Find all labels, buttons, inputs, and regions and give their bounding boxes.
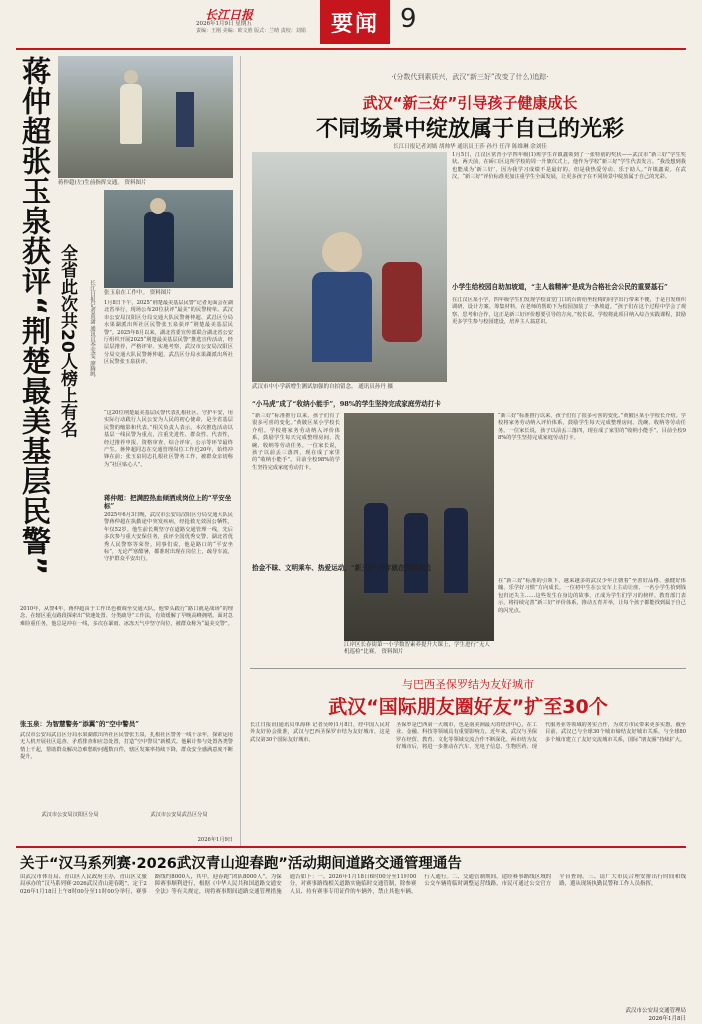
column-divider [240,56,241,846]
left-subhead-2: 张玉泉：为智慧警务“添翼”的“空中警员” [20,720,139,728]
page-number: 9 [400,4,417,34]
photo-community-officer [104,190,233,288]
feature-red-title: 武汉“新三好”引导孩子健康成长 [362,94,578,112]
left-body-para5: 武汉市公安局武昌区分局水果湖派出所社区民警张玉泉，扎根社区警务一线十余年，探索运用无人机开展社区巡查、矛盾排查和应急处置，打造“空中警员”新模式。他累计参与处置各类警情上千起，帮助群众解决急难愁盼问题数百件，辖区发案率持续下降，群众安全感满意度不断提升。 [20,732,233,761]
issue-date: 2026年1月9日 星期五 [196,21,252,27]
newspaper-logo [205,4,255,22]
feature-main-title: 不同场景中绽放属于自己的光彩 [315,117,624,142]
left-body-para4: 2010年，从警4年，蒋仲超由于工作出色被调至交通大队。他带头践行“路口就是战场”的理念，在辖区重点路段探索出“快速处置、分类疏导”工作法，有效缓解了早晚高峰拥堵。面对急难险重任务，他总是冲在一线，多次在暴雨、冰冻天气中坚守岗位，被群众称为“最美交警”。 [20,606,233,627]
left-headline: 蒋仲超张玉泉获评“荆楚最美基层民警” [18,56,52,577]
notice-signature-date: 2026年1月8日 [648,1016,686,1022]
feature-kicker: ·(分数代到素质兴，武汉“新三好”改变了什么)追踪· [391,73,549,81]
notice-signature-org: 武汉市公安局交通管理局 [625,1008,686,1014]
middle-title: 武汉“国际朋友圈好友”扩至30个 [328,696,608,718]
photo-drone-class [344,413,494,641]
footer-org-right: 武汉市公安局武昌区分局 [150,812,208,818]
feature-subhead-1: 小学生给校园自助加坡道，“主人翁精神”是成为合格社会公民的重要基石” [452,283,668,291]
feature-body-3: 在“新三好”标准的引领下，越来越多的武汉少年正朝着“至善好品格、强健好体魄、乐学好习惯”方向成长。一位初中生在公交车上主动让座、一名小学生拾到钱包归还失主……这些发生在身边的故事，正成为学生们学习的榜样。教育部门表示，将持续完善“新三好”评价体系，推动五育并举，让每个孩子都能找到属于自己的闪光点。 [498,578,686,614]
photo-traffic-officer [58,56,233,178]
feature-body-1: 在江汉区某小学，四年级学生们发现学校食堂门口的台阶给坐轮椅的同学出行带来不便，于是自发组织调研、设计方案、筹集材料，在老师的帮助下为校园加装了一条坡道。“孩子们在这个过程中学会了观察、思考和合作，这正是新三好评价想要引导的方向。”校长说。学校将此项目纳入综合实践课程，鼓励更多学生参与校园建设，培养主人翁意识。 [452,297,686,326]
photo-students-selfie [252,152,447,382]
feature-body-2b: “新三好”标准推行以来，孩子们有了很多可喜的变化。”黄陂区某小学校长介绍。学校将家务劳动纳入评价体系，鼓励学生每天完成整理房间、洗碗、收纳等劳动任务。一位家长说，孩子以前丢三落四，现在成了家里的“收纳小能手”。目前全校98%的学生坚持完成家庭劳动打卡。 [498,413,686,442]
section-title: 要闻 [330,11,379,37]
feature-body-2: “新三好”标准推行以来，孩子们有了很多可喜的变化。”黄陂区某小学校长介绍。学校将家务劳动纳入评价体系，鼓励学生每天完成整理房间、洗碗、收纳等劳动任务。一位家长说，孩子以前丢三落四，现在成了家里的“收纳小能手”。目前全校98%的学生坚持完成家庭劳动打卡。 [252,413,340,471]
footer-date: 2026年1月9日 [197,837,233,843]
masthead-rule [16,48,686,50]
notice-body: 由武汉市体育局、青山区人民政府主办，青山区文旅局承办的“汉马系列赛·2026武汉青山迎春跑”，定于2026年1月18日上午8时00分至11时00分举行，赛事路线约8000人，其中，迎春跑“团队8000人”。为保障赛事顺利进行，根据《中华人民共和国道路交通安全法》等有关规定，现将赛事期间道路交通管理措施通告如下：一、2026年1月18日6时00分至11时00分，对赛事路线相关道路实施临时交通管制，除参赛人员、持有赛事专用证件的车辆外，禁止其他车辆、行人通行。二、交通管制期间，途经赛事路线区域的公交车辆将临时调整运营线路，市民可通过公交官方平台查询。三、请广大市民合理安排出行时间和线路，遵从现场执勤民警和工作人员指挥。 [20,874,686,895]
left-subhead-1: 蒋仲超：把满腔热血倾洒成岗位上的“平安坐标” [104,494,232,510]
paper-name: 长江日报 [205,8,254,22]
photo2-caption: 张玉泉在工作中。 资料图片 [104,290,172,296]
photo1-caption: 蒋仲超(左)生前指挥交通。 资料图片 [58,180,147,186]
left-subheadline: 全省此次共20人榜上有名 [57,244,77,438]
middle-kicker: 与巴西圣保罗结为友好城市 [402,678,534,691]
photo-top-caption: 武汉市中小学新增生测试加强的自拍留念。 通讯员孙丹 摄 [252,384,393,390]
feature-subhead-2: “小马虎”成了“收纳小能手”，98%的学生坚持完成家庭劳动打卡 [252,400,441,408]
footer-org-left: 武汉市公安局汉阳区分局 [41,812,99,818]
middle-body: 圣保罗是巴西第一大城市，也是南美洲最大的经济中心，在工业、金融、科技等领域具有重要影响力。近年来，武汉与圣保罗在经贸、教育、文化等领域交流合作不断深化。两市结为友好城市后，将进一步推动在汽车、光电子信息、生物医药、现代服务业等领域的务实合作，为双方市民带来更多实惠。截至目前，武汉已与全球30个城市缔结友好城市关系，与全球80多个城市建立了友好交流城市关系，国际“朋友圈”持续扩大。 [396,722,686,751]
section-banner [320,0,390,44]
left-body-para1: 1月8日下午，2025“荆楚最美基层民警”记者见面会在湖北省举行，现场公布20位获评“最美”的民警榜单。武汉市公安局汉阳区分局交通大队民警蒋仲超、武昌区分局水果湖派出所社区民警张玉泉获评“荆楚最美基层民警”。2025年8月以来，湖北省委宣传部联合湖北省公安厅组织开展2025“荆楚最美基层民警”推选宣传活动，经层层推荐，严格评审、实地考察，武汉市公安局汉阳区分局交通大队民警蒋仲超、武昌区分局水果湖派出所社区民警张玉泉获评。 [104,300,233,366]
feature-subhead-3: 拾金不昧、文明乘车、热爱运动，“新三好”少年就在同学身边 [252,564,432,572]
left-byline: 长江日报记者黄潇 通讯员李雯雯 廖腾鸣 [89,280,95,377]
left-body-para2: “这20位荆楚最美基层民警代表扎根社区、守护平安，用实际行动践行人民公安为人民的初心使命，是全省基层民警的缩影和代表。”相关负责人表示。本次推选活动以基层一线民警为重点，注重先进性、群众性、代表性，经过推荐申报、资格审查、综合评审、公示等环节最终产生。蒋仲超同志在交通管理岗位工作近20年，始终冲锋在前；张玉泉同志扎根社区警务工作，被群众亲切称为“社区贴心人”。 [104,410,233,468]
middle-byline: 长江日报讯(通讯员单海林 记者吴岭)1月8日，经中国人民对外友好协会批准，武汉与巴西圣保罗市结为友好城市，这是武汉第30个国际友好城市。 [250,722,390,743]
left-body-para3: 2025年6月3日晚，武汉市公安局汉阳区分局交通大队民警蒋仲超在执勤途中突发疾病，经抢救无效因公牺牲，年仅52岁。他生前长期坚守在道路交通管理一线，先后多次参与重大安保任务，获评全国优秀交警、湖北省优秀人民警察等荣誉。同事们说，他是路口的“平安坐标”，无论严寒酷暑，都准时出现在岗位上，疏导车流，守护群众平安出行。 [104,512,233,563]
editor-credits: 责编：王刚 美编：欧文胜 版式：兰晴 责校：刘娟 [196,28,306,34]
notice-title: 关于“汉马系列赛·2026武汉青山迎春跑”活动期间道路交通管理通告 [20,856,462,872]
photo-mid-caption: 江岸区长春街第一小学数智素养提升大课上，学生进行“无人机巡检”比赛。 资料图片 [344,642,490,655]
notice-rule [16,846,686,848]
feature-intro: 1月5日，江汉区常青小学四年级(1)班学生许镇鑫领到了一张特别的奖状——武汉市“新三好”学生奖状。两天前，在硚口区这所学校的周一升旗仪式上，他作为学校“新三好”学生代表发言。“我没想到我也能成为‘新三好’，因为我学习成绩不是最好的，但是我热爱劳动、乐于助人。”许镇鑫说。在武汉，“新三好”评价标准更加注重学生全面发展，让更多孩子在不同场景中绽放属于自己的光彩。 [452,152,686,181]
feature-byline: 长江日报记者刘嫣 胡帅华 通讯员王莎 孙丹 任洋 陈维琳 余刘佳 [393,144,547,150]
middle-rule [250,668,686,669]
